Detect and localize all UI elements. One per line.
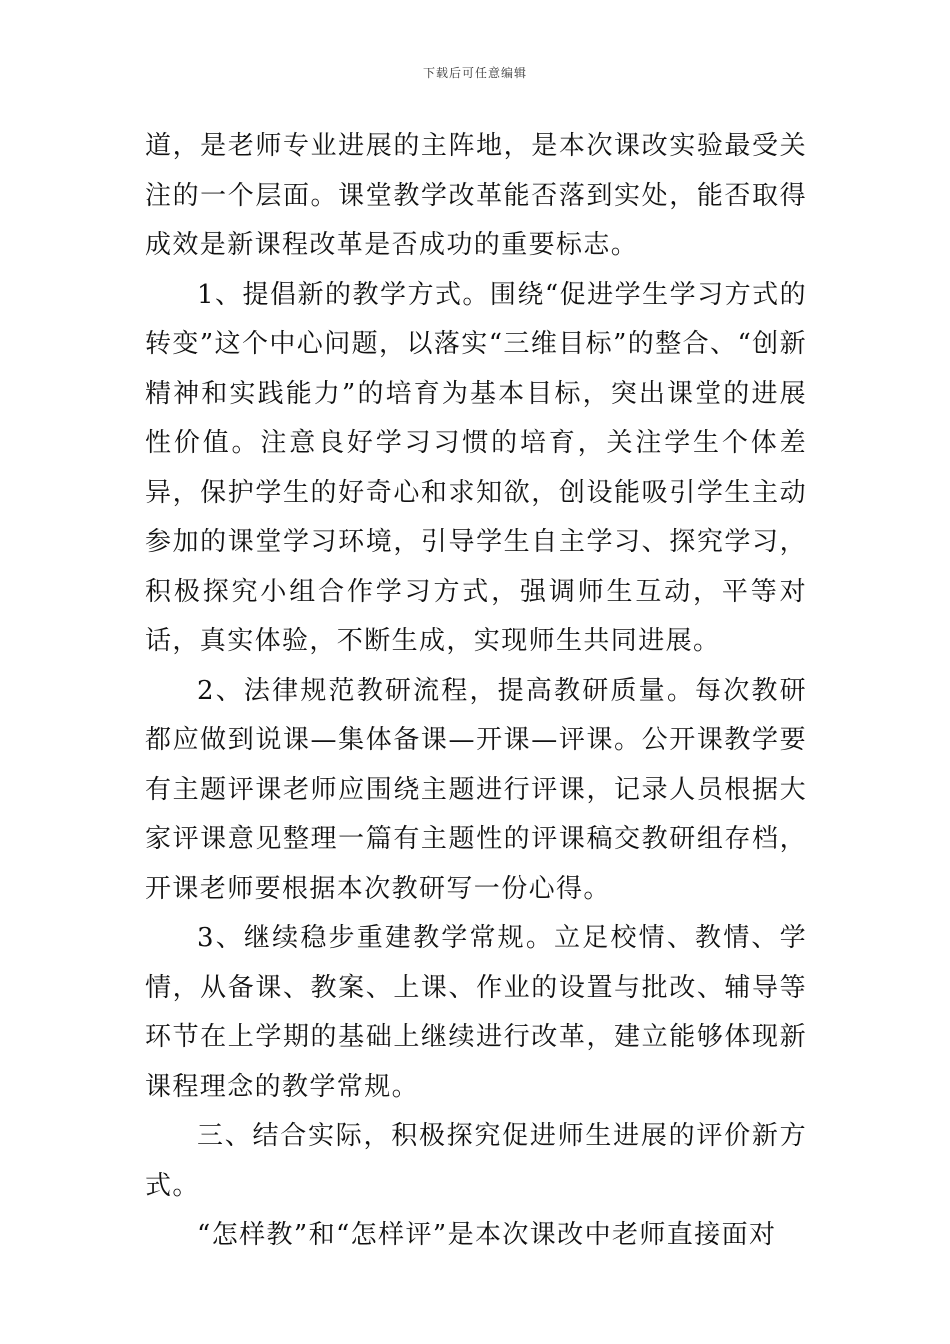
- paragraph-section-3-start: “怎样教”和“怎样评”是本次课改中老师直接面对: [197, 1220, 777, 1250]
- section-heading-3: 三、结合实际，积极探究促进师生进展的评价新方式。: [145, 1121, 807, 1201]
- paragraph-item-2: 2、法律规范教研流程，提高教研质量。每次教研都应做到说课—集体备课—开课—评课。公开课教学要有主题评课老师应围绕主题进行评课，记录人员根据大家评课意见整理一篇有主题性的评课稿交教研组存档，开课老师要根据本次教研写一份心得。: [145, 675, 807, 904]
- paragraph-item-3: 3、继续稳步重建教学常规。立足校情、教情、学情，从备课、教案、上课、作业的设置与批改、辅导等环节在上学期的基础上继续进行改革，建立能够体现新课程理念的教学常规。: [145, 923, 807, 1102]
- document-body: [145, 122, 807, 1261]
- paragraph-item-1: 1、提倡新的教学方式。围绕“促进学生学习方式的转变”这个中心问题，以落实“三维目标”的整合、“创新精神和实践能力”的培育为基本目标，突出课堂的进展性价值。注意良好学习习惯的培育，关注学生个体差异，保护学生的好奇心和求知欲，创设能吸引学生主动参加的课堂学习环境，引导学生自主学习、探究学习，积极探究小组合作学习方式，强调师生互动，平等对话，真实体验，不断生成，实现师生共同进展。: [145, 279, 807, 656]
- paragraph-intro: 道，是老师专业进展的主阵地，是本次课改实验最受关注的一个层面。课堂教学改革能否落到实处，能否取得成效是新课程改革是否成功的重要标志。: [145, 131, 807, 260]
- page-header: 下载后可任意编辑: [422, 66, 527, 80]
